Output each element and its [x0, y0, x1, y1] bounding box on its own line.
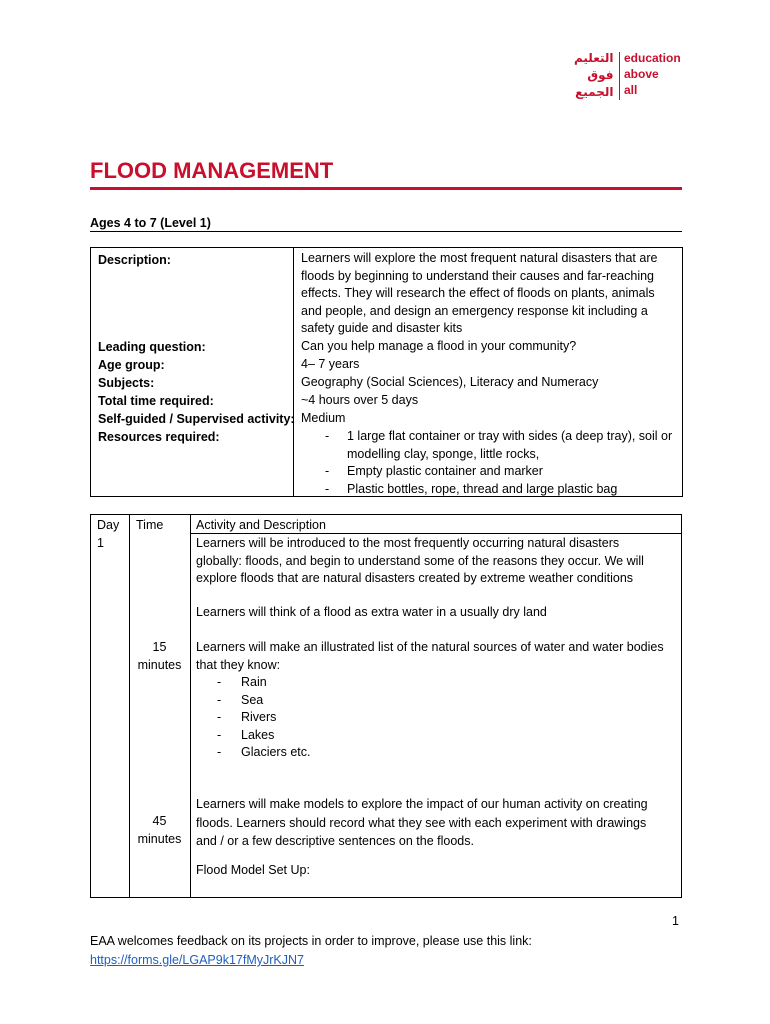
- list-item: - Sea: [196, 692, 666, 710]
- header-time: Time: [136, 518, 164, 532]
- setup-label: Flood Model Set Up:: [196, 863, 310, 877]
- models-task-text: Learners will make models to explore the impact of our human activity on creating floods. Learners should record what they see with each experiment with drawings and / or a few descriptive sentences on the floods.: [196, 797, 648, 848]
- footer: [90, 932, 532, 970]
- eaa-logo: [574, 50, 681, 101]
- column-divider: [190, 515, 191, 897]
- activity-type-label: Self-guided / Supervised activity:: [98, 412, 295, 426]
- list-item: - Plastic bottles, rope, thread and large plastic bag: [301, 481, 673, 499]
- column-divider: [293, 248, 294, 496]
- time-15-unit: minutes: [137, 658, 182, 672]
- list-item: - Rain: [196, 674, 666, 692]
- description-value: Learners will explore the most frequent natural disasters that are floods by beginning to understand their causes and far-reaching effects. They will research the effect of floods on plants, animals and people, and design an emergency response kit including a safety guide and disaster kits: [301, 251, 658, 336]
- list-item: - Rivers: [196, 709, 666, 727]
- water-sources-list: [196, 674, 666, 762]
- list-item: - 1 large flat container or tray with sides (a deep tray), soil or modelling clay, sponge, little rocks,: [301, 428, 673, 463]
- total-time-label: Total time required:: [98, 394, 214, 408]
- description-label: Description:: [98, 253, 171, 267]
- time-45-unit: minutes: [137, 832, 182, 846]
- footer-text: EAA welcomes feedback on its projects in order to improve, please use this link:: [90, 934, 532, 948]
- feedback-link[interactable]: https://forms.gle/LGAP9k17fMyJrKJN7: [90, 953, 304, 967]
- leading-question-label: Leading question:: [98, 340, 206, 354]
- intro-text: Learners will be introduced to the most frequently occurring natural disasters globally: floods, and begin to understand some of the reasons they occur. We will explore floods that are natural disasters created by extreme weather conditions: [196, 536, 644, 586]
- list-item: - Empty plastic container and marker: [301, 463, 673, 481]
- page-title: FLOOD MANAGEMENT: [90, 158, 334, 183]
- time-45-number: 45: [152, 814, 167, 828]
- header-day: Day: [97, 518, 120, 532]
- day-number: 1: [97, 536, 104, 550]
- subjects-label: Subjects:: [98, 376, 155, 390]
- logo-english: education above all: [624, 51, 681, 97]
- activity-type-value: Medium: [301, 411, 346, 425]
- time-15-number: 15: [152, 640, 167, 654]
- project-info-table: [90, 247, 683, 497]
- ages-heading: Ages 4 to 7 (Level 1): [90, 216, 211, 230]
- list-task-text: Learners will make an illustrated list of the natural sources of water and water bodies that they know:: [196, 640, 664, 672]
- header-activity: Activity and Description: [196, 518, 326, 532]
- logo-divider: [619, 52, 621, 100]
- title-underline: [90, 187, 682, 190]
- list-item: - Glaciers etc.: [196, 744, 666, 762]
- subjects-value: Geography (Social Sciences), Literacy and Numeracy: [301, 375, 599, 389]
- activity-table: [90, 514, 682, 898]
- list-item: - Lakes: [196, 727, 666, 745]
- resources-label: Resources required:: [98, 430, 220, 444]
- ages-underline: [90, 231, 682, 232]
- flood-definition: Learners will think of a flood as extra water in a usually dry land: [196, 605, 547, 619]
- total-time-value: ~4 hours over 5 days: [301, 393, 419, 407]
- leading-question-value: Can you help manage a flood in your community?: [301, 339, 577, 353]
- logo-arabic: التعليم فوق الجميع: [574, 51, 614, 99]
- age-group-label: Age group:: [98, 358, 165, 372]
- age-group-value: 4– 7 years: [301, 357, 360, 371]
- page-number: 1: [672, 914, 679, 928]
- resources-list: [301, 428, 673, 498]
